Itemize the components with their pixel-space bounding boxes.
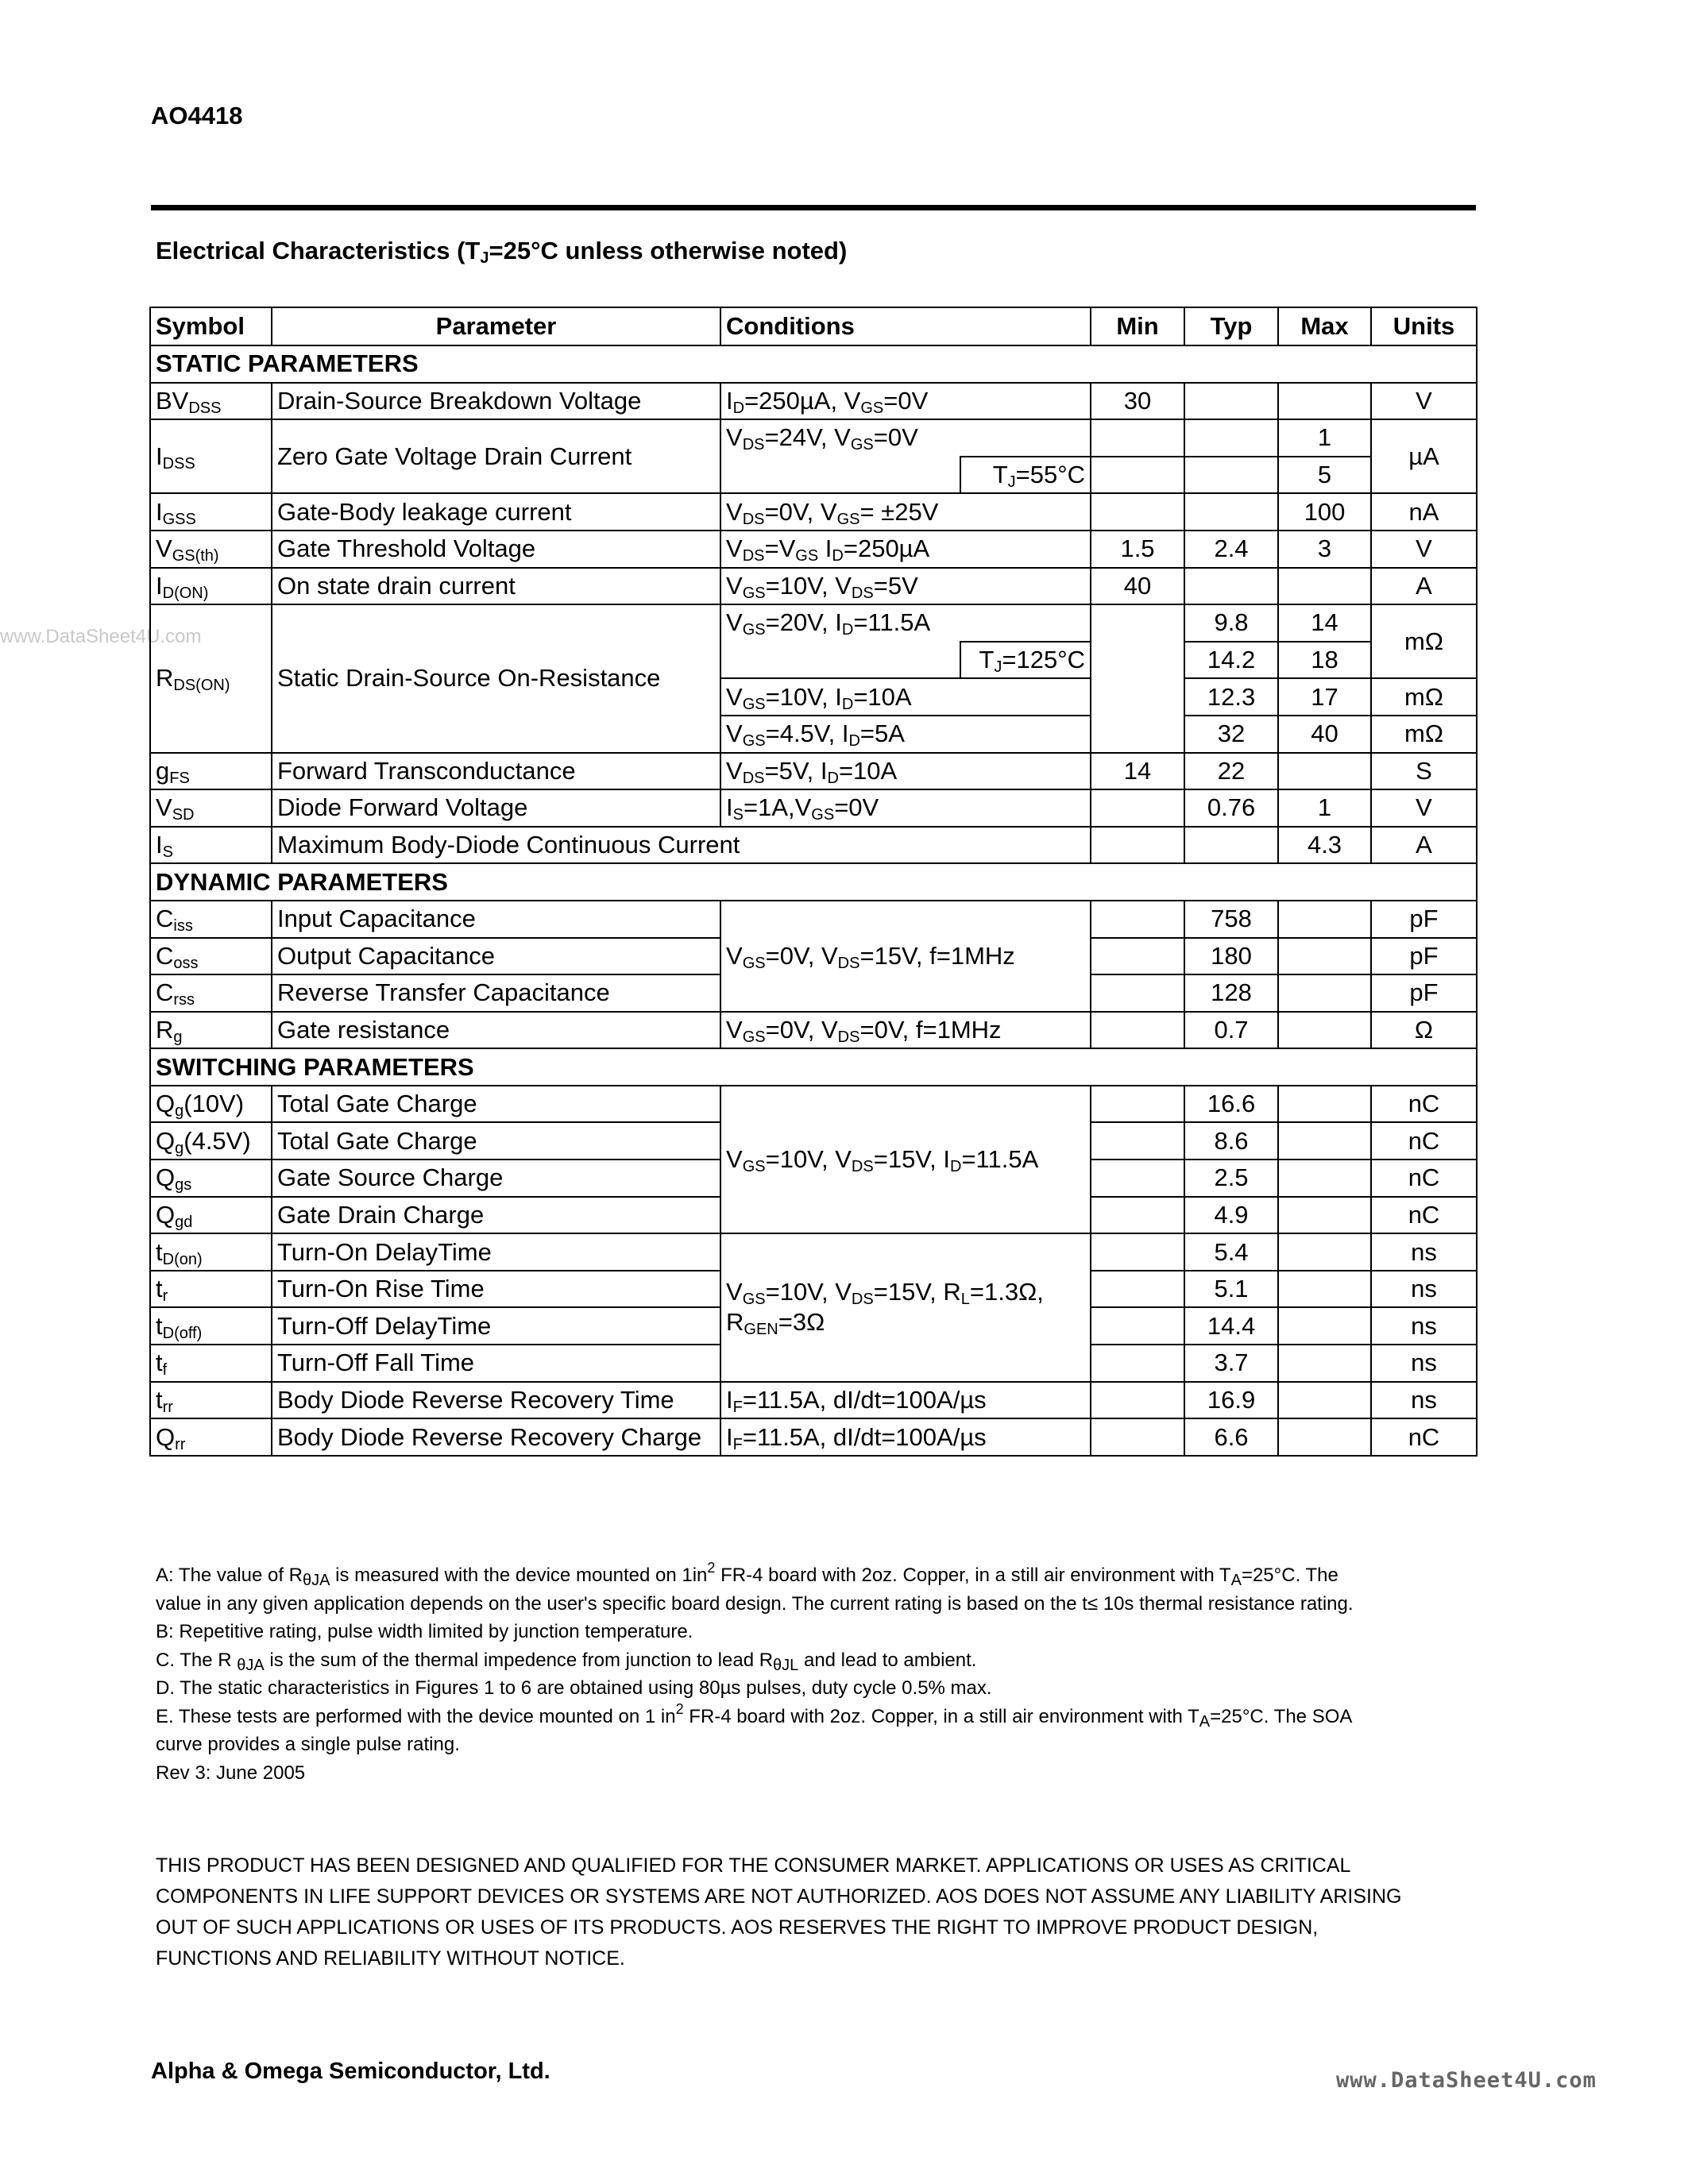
parameter-cell: Body Diode Reverse Recovery Time [272, 1382, 720, 1419]
units-cell: Ω [1371, 1012, 1477, 1049]
symbol-cell: $Q_{gd}$ [150, 1197, 272, 1234]
conditions-cell: $V_{DS}=0V$, $V_{GS}= \pm 25V$ [720, 493, 1091, 531]
max-cell: 14 [1278, 604, 1371, 642]
typ-cell: 5.4 [1184, 1233, 1278, 1271]
max-cell [1278, 1160, 1371, 1197]
parameter-cell: Reverse Transfer Capacitance [272, 974, 720, 1012]
units-cell: ns [1371, 1233, 1477, 1271]
section-row-static [150, 345, 1477, 383]
typ-cell: 2.5 [1184, 1160, 1278, 1197]
table-row [150, 568, 1477, 605]
col-max: Max [1278, 307, 1371, 345]
parameter-cell: Drain-Source Breakdown Voltage [272, 383, 720, 420]
units-cell: V [1371, 789, 1477, 827]
section-row-switching [150, 1048, 1477, 1086]
note-d: D. The static characteristics in Figures 1 to 6 are obtained using 80µs pulses, duty cycle 0.5% max. [156, 1677, 992, 1699]
units-cell: ns [1371, 1307, 1477, 1345]
conditions-cell: $V_{DS}=5V$, $I_D=10A$ [720, 753, 1091, 790]
min-cell [1091, 1345, 1184, 1382]
note-b: B: Repetitive rating, pulse width limited by junction temperature. [156, 1621, 693, 1642]
symbol-cell: $V_{SD}$ [150, 789, 272, 827]
units-cell: V [1371, 383, 1477, 420]
table-row [150, 1012, 1477, 1049]
section-row-dynamic [150, 863, 1477, 901]
max-cell [1278, 974, 1371, 1012]
parameter-cell: Forward Transconductance [272, 753, 720, 790]
units-cell: pF [1371, 901, 1477, 938]
note-e-line1: E. These tests are performed with the device mounted on 1 $in^2$ FR-4 board with 2oz. Copper, in a still air environment with $T_A=25^\circ C$. The SOA [156, 1700, 1353, 1731]
conditions-cell: $I_F=11.5A$, dI/dt=100A/µs [720, 1418, 1091, 1456]
note-e-line2: curve provides a single pulse rating. [156, 1734, 460, 1755]
max-cell: 1 [1278, 789, 1371, 827]
col-units: Units [1371, 307, 1477, 345]
min-cell [1091, 974, 1184, 1012]
conditions-tj-cell: $T_J=125^\circ C$ [960, 642, 1091, 679]
watermark-left: www.DataSheet4U.com [0, 626, 202, 647]
parameter-cell: Gate Source Charge [272, 1160, 720, 1197]
note-c: C. The R $_{\theta JA}$ is the sum of the thermal impedence from junction to lead $R_{\theta JL}$ and lead to ambient. [156, 1649, 977, 1674]
min-cell [1091, 1382, 1184, 1419]
parameter-cell: Gate Threshold Voltage [272, 531, 720, 568]
max-cell [1278, 753, 1371, 790]
units-cell: nC [1371, 1418, 1477, 1456]
max-cell [1278, 1418, 1371, 1456]
max-cell: 18 [1278, 642, 1371, 679]
min-cell [1091, 1197, 1184, 1234]
max-cell [1278, 901, 1371, 938]
symbol-cell: $V_{GS(th)}$ [150, 531, 272, 568]
typ-cell [1184, 568, 1278, 605]
conditions-cell: $V_{GS}=10V$, $V_{DS}=15V$, $R_L=1.3\Omega$, $R_{GEN}=3\Omega$ [720, 1233, 1091, 1381]
units-cell: ns [1371, 1345, 1477, 1382]
conditions-cell: $I_S=1A,V_{GS}=0V$ [720, 789, 1091, 827]
min-cell [1091, 1307, 1184, 1345]
parameter-cell: Total Gate Charge [272, 1122, 720, 1160]
typ-cell: 758 [1184, 901, 1278, 938]
units-cell: S [1371, 753, 1477, 790]
min-cell [1091, 1160, 1184, 1197]
typ-cell: 3.7 [1184, 1345, 1278, 1382]
symbol-cell: $t_r$ [150, 1271, 272, 1308]
typ-cell: 0.7 [1184, 1012, 1278, 1049]
parameter-cell: Turn-Off DelayTime [272, 1307, 720, 1345]
units-cell: mΩ [1371, 716, 1477, 753]
typ-cell: 12.3 [1184, 678, 1278, 716]
parameter-cell: Body Diode Reverse Recovery Charge [272, 1418, 720, 1456]
parameter-cell: Gate-Body leakage current [272, 493, 720, 531]
section-switching: SWITCHING PARAMETERS [150, 1048, 1477, 1086]
parameter-cell: Static Drain-Source On-Resistance [272, 604, 720, 752]
max-cell: 1 [1278, 419, 1371, 457]
typ-cell: 9.8 [1184, 604, 1278, 642]
min-cell [1091, 419, 1184, 457]
conditions-cell: $V_{GS}=0V$, $V_{DS}=0V$, f=1MHz [720, 1012, 1091, 1049]
symbol-cell: $R_g$ [150, 1012, 272, 1049]
table-title-main: Electrical Characteristics (T [156, 237, 481, 264]
min-cell [1091, 938, 1184, 975]
col-symbol: Symbol [150, 307, 272, 345]
parameter-cell: Turn-On DelayTime [272, 1233, 720, 1271]
table-row [150, 419, 1477, 457]
col-parameter: Parameter [272, 307, 720, 345]
max-cell: 40 [1278, 716, 1371, 753]
symbol-cell: $Q_g(4.5V)$ [150, 1122, 272, 1160]
max-cell: 17 [1278, 678, 1371, 716]
table-title-sub: J [480, 249, 489, 267]
conditions-cell: $V_{GS}=10V$, $V_{DS}=5V$ [720, 568, 1091, 605]
conditions-cell: $V_{GS}=10V$, $I_D=10A$ [720, 678, 1091, 716]
min-cell [1091, 827, 1184, 864]
typ-cell: 14.2 [1184, 642, 1278, 679]
units-cell: ns [1371, 1382, 1477, 1419]
min-cell [1091, 493, 1184, 531]
table-title [156, 237, 847, 265]
max-cell: 4.3 [1278, 827, 1371, 864]
symbol-cell: $R_{DS(ON)}$ [150, 604, 272, 752]
min-cell [1091, 457, 1184, 494]
typ-cell [1184, 493, 1278, 531]
typ-cell [1184, 419, 1278, 457]
table-row [150, 901, 1477, 938]
table-row [150, 1086, 1477, 1123]
parameter-cell: Gate resistance [272, 1012, 720, 1049]
units-cell: µA [1371, 419, 1477, 493]
typ-cell [1184, 457, 1278, 494]
symbol-cell: $t_f$ [150, 1345, 272, 1382]
units-cell: V [1371, 531, 1477, 568]
watermark: www.DataSheet4U.com [1336, 2068, 1597, 2093]
conditions-cell: $V_{GS}=4.5V$, $I_D=5A$ [720, 716, 1091, 753]
conditions-cell: $V_{DS}=V_{GS}$ $I_D=250\mu A$ [720, 531, 1091, 568]
typ-cell: 8.6 [1184, 1122, 1278, 1160]
col-conditions: Conditions [720, 307, 1091, 345]
max-cell: 5 [1278, 457, 1371, 494]
units-cell: nA [1371, 493, 1477, 531]
typ-cell: 5.1 [1184, 1271, 1278, 1308]
company-name: Alpha & Omega Semiconductor, Ltd. [151, 2059, 550, 2084]
parameter-cell: Total Gate Charge [272, 1086, 720, 1123]
min-cell [1091, 1418, 1184, 1456]
symbol-cell: $I_S$ [150, 827, 272, 864]
footnotes [156, 1561, 1490, 1787]
units-cell: A [1371, 568, 1477, 605]
symbol-cell: $BV_{DSS}$ [150, 383, 272, 420]
max-cell [1278, 1122, 1371, 1160]
units-cell: pF [1371, 974, 1477, 1012]
typ-cell: 2.4 [1184, 531, 1278, 568]
units-cell: ns [1371, 1271, 1477, 1308]
max-cell [1278, 383, 1371, 420]
conditions-cell: $I_F=11.5A$, dI/dt=100A/µs [720, 1382, 1091, 1419]
table-row [150, 493, 1477, 531]
units-cell: mΩ [1371, 604, 1477, 678]
symbol-cell: $I_{GSS}$ [150, 493, 272, 531]
min-cell [1091, 604, 1184, 752]
symbol-cell: $t_{rr}$ [150, 1382, 272, 1419]
conditions-cell-blank [720, 642, 960, 679]
disclaimer-line: OUT OF SUCH APPLICATIONS OR USES OF ITS PRODUCTS. AOS RESERVES THE RIGHT TO IMPROVE PRODUCT DESIGN, [156, 1916, 1319, 1939]
units-cell: nC [1371, 1160, 1477, 1197]
typ-cell: 0.76 [1184, 789, 1278, 827]
max-cell [1278, 1233, 1371, 1271]
symbol-cell: $C_{rss}$ [150, 974, 272, 1012]
min-cell [1091, 789, 1184, 827]
table-row [150, 1382, 1477, 1419]
symbol-cell: $g_{FS}$ [150, 753, 272, 790]
table-row [150, 1233, 1477, 1271]
typ-cell [1184, 383, 1278, 420]
header-rule [151, 205, 1476, 210]
units-cell: A [1371, 827, 1477, 864]
typ-cell: 6.6 [1184, 1418, 1278, 1456]
symbol-cell: $Q_{gs}$ [150, 1160, 272, 1197]
parameter-cell: Input Capacitance [272, 901, 720, 938]
max-cell [1278, 1382, 1371, 1419]
units-cell: nC [1371, 1197, 1477, 1234]
typ-cell: 32 [1184, 716, 1278, 753]
min-cell [1091, 1271, 1184, 1308]
symbol-cell: $t_{D(on)}$ [150, 1233, 272, 1271]
units-cell: mΩ [1371, 678, 1477, 716]
parameter-cell: Turn-Off Fall Time [272, 1345, 720, 1382]
table-row [150, 531, 1477, 568]
part-number: AO4418 [151, 102, 243, 129]
units-cell: nC [1371, 1122, 1477, 1160]
max-cell: 100 [1278, 493, 1371, 531]
table-title-rest: =25°C unless otherwise noted) [489, 237, 848, 264]
parameter-cell: On state drain current [272, 568, 720, 605]
typ-cell: 22 [1184, 753, 1278, 790]
symbol-cell: $Q_g(10V)$ [150, 1086, 272, 1123]
table-row [150, 383, 1477, 420]
table-row [150, 827, 1477, 864]
max-cell [1278, 1307, 1371, 1345]
conditions-cell-blank [720, 457, 960, 494]
typ-cell: 16.9 [1184, 1382, 1278, 1419]
max-cell: 3 [1278, 531, 1371, 568]
parameter-cell: Output Capacitance [272, 938, 720, 975]
symbol-cell: $I_{D(ON)}$ [150, 568, 272, 605]
typ-cell: 14.4 [1184, 1307, 1278, 1345]
parameter-cell: Turn-On Rise Time [272, 1271, 720, 1308]
max-cell [1278, 1012, 1371, 1049]
min-cell [1091, 1233, 1184, 1271]
symbol-cell: $C_{oss}$ [150, 938, 272, 975]
table-row [150, 604, 1477, 642]
conditions-tj-cell: $T_J=55^\circ C$ [960, 457, 1091, 494]
parameter-cell: Diode Forward Voltage [272, 789, 720, 827]
note-a-line2: value in any given application depends on the user's specific board design. The current rating is based on the t≤ 10s thermal resistance rating. [156, 1592, 1354, 1615]
max-cell [1278, 1197, 1371, 1234]
electrical-characteristics-table [149, 307, 1477, 1457]
disclaimer-line: THIS PRODUCT HAS BEEN DESIGNED AND QUALIFIED FOR THE CONSUMER MARKET. APPLICATIONS OR USES AS CRITICAL [156, 1854, 1351, 1877]
min-cell [1091, 1122, 1184, 1160]
disclaimer [156, 1850, 1490, 1974]
min-cell: 30 [1091, 383, 1184, 420]
conditions-cell: $V_{DS}=24V$, $V_{GS}=0V$ [720, 419, 1091, 457]
typ-cell: 128 [1184, 974, 1278, 1012]
min-cell [1091, 901, 1184, 938]
table-row [150, 753, 1477, 790]
table-header-row [150, 307, 1477, 345]
min-cell: 14 [1091, 753, 1184, 790]
max-cell [1278, 938, 1371, 975]
symbol-cell: $C_{iss}$ [150, 901, 272, 938]
symbol-cell: $I_{DSS}$ [150, 419, 272, 493]
conditions-cell: $V_{GS}=0V$, $V_{DS}=15V$, f=1MHz [720, 901, 1091, 1012]
conditions-cell: $V_{GS}=10V$, $V_{DS}=15V$, $I_D=11.5A$ [720, 1086, 1091, 1233]
disclaimer-line: FUNCTIONS AND RELIABILITY WITHOUT NOTICE. [156, 1947, 625, 1970]
revision: Rev 3: June 2005 [156, 1761, 306, 1784]
units-cell: nC [1371, 1086, 1477, 1123]
note-a-line1: A: The value of $R_{\theta JA}$ is measured with the device mounted on $1in^2$ FR-4 board with 2oz. Copper, in a still air environment with $T_A=25^\circ C$. The [156, 1560, 1338, 1589]
max-cell [1278, 1086, 1371, 1123]
typ-cell: 4.9 [1184, 1197, 1278, 1234]
symbol-cell: $t_{D(off)}$ [150, 1307, 272, 1345]
parameter-cell: Gate Drain Charge [272, 1197, 720, 1234]
typ-cell [1184, 827, 1278, 864]
table-row [150, 1418, 1477, 1456]
section-static: STATIC PARAMETERS [150, 345, 1477, 383]
max-cell [1278, 568, 1371, 605]
min-cell: 1.5 [1091, 531, 1184, 568]
parameter-cell: Maximum Body-Diode Continuous Current [272, 827, 1091, 864]
conditions-cell: $I_D=250\mu A$, $V_{GS}=0V$ [720, 383, 1091, 420]
min-cell: 40 [1091, 568, 1184, 605]
parameter-cell: Zero Gate Voltage Drain Current [272, 419, 720, 493]
symbol-cell: $Q_{rr}$ [150, 1418, 272, 1456]
conditions-cell: $V_{GS}=20V$, $I_D=11.5A$ [720, 604, 1091, 642]
disclaimer-line: COMPONENTS IN LIFE SUPPORT DEVICES OR SYSTEMS ARE NOT AUTHORIZED. AOS DOES NOT ASSUME ANY LIABILITY ARISING [156, 1885, 1402, 1908]
min-cell [1091, 1012, 1184, 1049]
table-row [150, 789, 1477, 827]
units-cell: pF [1371, 938, 1477, 975]
typ-cell: 180 [1184, 938, 1278, 975]
col-min: Min [1091, 307, 1184, 345]
col-typ: Typ [1184, 307, 1278, 345]
min-cell [1091, 1086, 1184, 1123]
section-dynamic: DYNAMIC PARAMETERS [150, 863, 1477, 901]
max-cell [1278, 1271, 1371, 1308]
typ-cell: 16.6 [1184, 1086, 1278, 1123]
max-cell [1278, 1345, 1371, 1382]
